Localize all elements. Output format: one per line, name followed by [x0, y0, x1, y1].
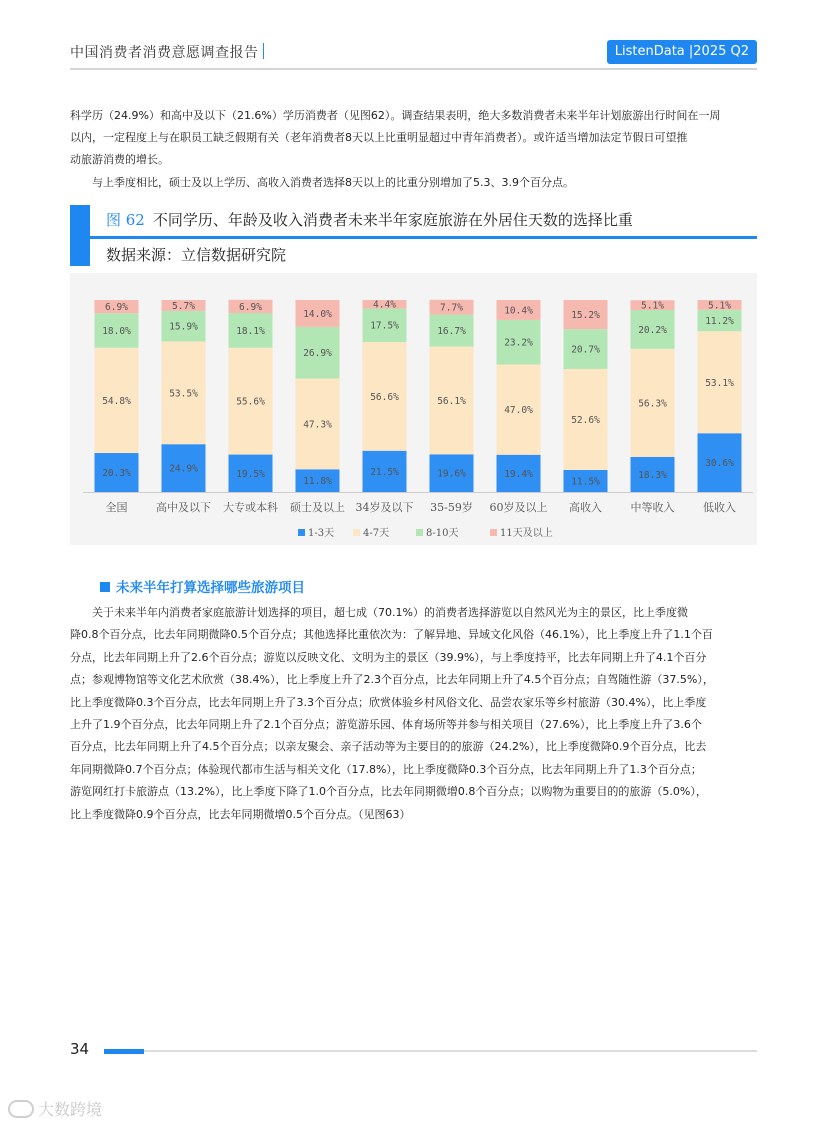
data-label: 14.0%	[303, 308, 332, 320]
intro-line-2: 以内，一定程度上与在职员工缺乏假期有关（老年消费者8天以上比重明显超过中青年消费者）。或许适当增加法定节假日可望推	[70, 131, 688, 144]
data-label: 18.1%	[236, 325, 265, 337]
section-line: 比上季度微降0.9个百分点，比去年同期微增0.5个百分点。（见图63）	[70, 807, 411, 821]
figure-title-text: 不同学历、年龄及收入消费者未来半年家庭旅游在外居住天数的选择比重	[152, 211, 633, 229]
data-label: 15.2%	[571, 310, 600, 322]
data-label: 4.4%	[373, 299, 396, 311]
watermark-logo-icon	[8, 1100, 34, 1118]
x-tick-label: 34岁及以下	[355, 501, 414, 514]
section-line: 上升了1.9个百分点，比去年同期上升了2.1个百分点；游览游乐园、体育场所等并参与相关项目（27.6%），比上季度上升了3.6个	[70, 718, 702, 731]
report-title: 中国消费者消费意愿调查报告	[70, 45, 259, 61]
x-tick-label: 低收入	[703, 501, 736, 514]
section-line: 关于未来半年内消费者家庭旅游计划选择的项目，超七成（70.1%）的消费者选择游览以自然风光为主的景区，比上季度微	[92, 606, 688, 619]
stacked-bar-chart	[70, 273, 757, 545]
intro-line-1: 科学历（24.9%）和高中及以下（21.6%）学历消费者（见图62）。调查结果表明，绝大多数消费者未来半年计划旅游出行时间在一周	[70, 109, 721, 122]
data-label: 21.5%	[370, 466, 399, 478]
figure-title	[106, 209, 633, 230]
section-heading	[100, 576, 305, 596]
data-label: 47.3%	[303, 419, 332, 431]
legend-swatch	[416, 529, 423, 536]
figure-accent-bar	[70, 205, 90, 266]
data-label: 6.9%	[239, 301, 262, 313]
section-line: 比上季度微降0.3个百分点，比去年同期上升了3.3个百分点；欣赏体验乡村风俗文化、品尝农家乐等乡村旅游（30.4%），比上季度	[70, 695, 707, 709]
figure-header	[70, 205, 757, 269]
watermark-text: 大数跨境	[38, 1100, 103, 1119]
section-heading-text: 未来半年打算选择哪些旅游项目	[116, 580, 305, 596]
chart-svg	[70, 273, 757, 545]
data-label: 16.7%	[437, 326, 466, 338]
header-divider	[263, 43, 264, 59]
legend-label: 4-7天	[363, 528, 390, 539]
legend-swatch	[353, 529, 360, 536]
data-label: 20.7%	[571, 344, 600, 356]
intro-line-4: 与上季度相比，硕士及以上学历、高收入消费者选择8天以上的比重分别增加了5.3、3.9个百分点。	[92, 176, 574, 189]
data-label: 7.7%	[440, 302, 463, 314]
footer-accent-bar	[104, 1049, 144, 1054]
legend-swatch	[490, 529, 497, 536]
section-line: 游览网红打卡旅游点（13.2%），比上季度下降了1.0个百分点，比去年同期微增0.8个百分点；以购物为重要目的的旅游（5.0%），	[70, 785, 707, 799]
header-rule	[70, 68, 757, 70]
page-header	[70, 40, 757, 64]
intro-line-3: 动旅游消费的增长。	[70, 153, 169, 166]
data-label: 19.6%	[437, 468, 466, 480]
data-label: 17.5%	[370, 320, 399, 332]
data-label: 5.7%	[172, 300, 195, 312]
data-label: 47.0%	[504, 405, 533, 417]
data-label: 53.1%	[705, 377, 734, 389]
section-line: 降0.8个百分点，比去年同期微降0.5个百分点；其他选择比重依次为：了解异地、异域文化风俗（46.1%），比上季度上升了1.1个百	[70, 628, 713, 642]
figure-rule	[90, 236, 757, 239]
data-label: 10.4%	[504, 305, 533, 317]
data-label: 11.2%	[705, 316, 734, 328]
x-tick-label: 高收入	[569, 501, 602, 514]
x-tick-label: 硕士及以上	[290, 501, 345, 514]
data-label: 56.6%	[370, 391, 399, 403]
data-label: 11.5%	[571, 476, 600, 488]
legend-label: 8-10天	[426, 528, 459, 539]
x-tick-label: 全国	[105, 501, 128, 514]
watermark	[8, 1097, 102, 1120]
data-label: 6.9%	[105, 302, 128, 314]
data-label: 19.4%	[504, 468, 533, 480]
data-label: 24.9%	[169, 463, 198, 475]
data-label: 26.9%	[303, 348, 332, 360]
data-label: 55.6%	[236, 396, 265, 408]
data-label: 18.3%	[638, 469, 667, 481]
section-line: 百分点，比去年同期上升了4.5个百分点；以亲友聚会、亲子活动等为主要目的的旅游（24.2%），比上季度微降0.9个百分点，比去	[70, 740, 707, 754]
legend-label: 1-3天	[308, 528, 335, 539]
data-label: 30.6%	[705, 458, 734, 470]
section-square-icon	[100, 582, 110, 592]
figure-source: 数据来源：立信数据研究院	[106, 246, 287, 264]
data-label: 15.9%	[169, 321, 198, 333]
x-tick-label: 35-59岁	[430, 501, 473, 514]
data-label: 18.0%	[102, 326, 131, 338]
footer-rule	[144, 1050, 757, 1052]
brand-badge: ListenData |2025 Q2	[607, 40, 757, 64]
data-label: 5.1%	[708, 300, 731, 312]
data-label: 20.3%	[102, 468, 131, 480]
legend-swatch	[298, 529, 305, 536]
data-label: 20.2%	[638, 324, 667, 336]
data-label: 19.5%	[236, 468, 265, 480]
x-tick-label: 中等收入	[630, 501, 675, 514]
legend-label: 11天及以上	[500, 528, 553, 539]
data-label: 11.8%	[303, 476, 332, 488]
section-line: 点；参观博物馆等文化艺术欣赏（38.4%），比上季度上升了2.3个百分点，比去年同期上升了4.5个百分点；自驾随性游（37.5%），	[70, 673, 714, 687]
data-label: 52.6%	[571, 414, 600, 426]
data-label: 56.3%	[638, 398, 667, 410]
section-line: 年同期微降0.7个百分点；体验现代都市生活与相关文化（17.8%），比上季度微降0.3个百分点，比去年同期上升了1.3个百分点；	[70, 762, 702, 776]
data-label: 5.1%	[641, 300, 664, 312]
figure-number: 图 62	[106, 211, 145, 229]
page-number: 34	[70, 1040, 90, 1058]
section-line: 分点，比去年同期上升了2.6个百分点；游览以反映文化、文明为主的景区（39.9%），与上季度持平，比去年同期上升了4.1个百分	[70, 650, 707, 664]
data-label: 53.5%	[169, 388, 198, 400]
x-tick-label: 大专或本科	[223, 501, 278, 514]
data-label: 56.1%	[437, 396, 466, 408]
x-tick-label: 60岁及以上	[489, 501, 548, 514]
data-label: 23.2%	[504, 337, 533, 349]
x-tick-label: 高中及以下	[156, 501, 211, 514]
data-label: 54.8%	[102, 395, 131, 407]
